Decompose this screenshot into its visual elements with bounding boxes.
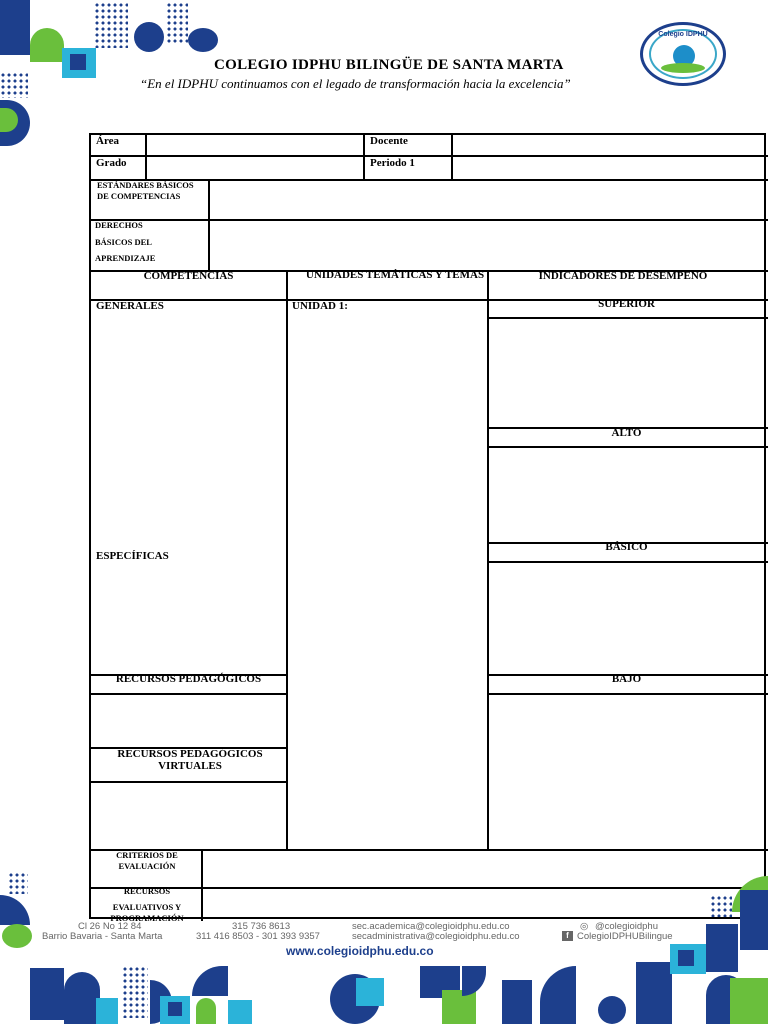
area-label: Área: [96, 135, 120, 147]
competencias-header: COMPETENCIAS: [143, 270, 234, 282]
derechos-label-2: BÁSICOS DEL: [95, 237, 152, 247]
grado-label: Grado: [96, 157, 127, 169]
facebook-icon: f: [562, 931, 573, 941]
footer-instagram[interactable]: @colegioidphu: [595, 921, 658, 932]
footer-phone-2: 311 416 8503 - 301 393 9357: [196, 931, 320, 942]
logo-text: Colegio IDPHU: [658, 31, 708, 38]
footer-email-1[interactable]: sec.academica@colegioidphu.edu.co: [352, 921, 510, 932]
recursos-virtuales-label: RECURSOS PEDAGÓGICOS VIRTUALES: [117, 748, 263, 773]
school-motto: “En el IDPHU continuamos con el legado de transformación hacia la excelencia”: [140, 76, 571, 91]
docente-label: Docente: [370, 135, 408, 147]
recursos-eval-label-1: RECURSOS: [123, 886, 171, 896]
wave-icon: [661, 63, 705, 73]
footer-address-1: Cl 26 No 12 84: [78, 921, 142, 932]
especificas-label: ESPECÍFICAS: [96, 550, 169, 562]
recursos-label: RECURSOS PEDAGÓGICOS: [115, 673, 262, 685]
instagram-icon: ◎: [580, 921, 589, 932]
school-logo: [640, 22, 726, 86]
basico-label: BÁSICO: [605, 541, 648, 553]
school-name: COLEGIO IDPHU BILINGÜE DE SANTA MARTA: [214, 57, 564, 73]
estandares-label: ESTÁNDARES BÁSICOS DE COMPETENCIAS: [97, 180, 194, 201]
footer-email-2[interactable]: secadministrativa@colegioidphu.edu.co: [352, 931, 520, 942]
alto-label: ALTO: [611, 427, 642, 439]
footer-address-2: Barrio Bavaria - Santa Marta: [42, 931, 163, 942]
bajo-label: BAJO: [611, 673, 642, 685]
footer-facebook[interactable]: ColegioIDPHUBilingue: [577, 931, 673, 942]
criterios-label: CRITERIOS DE EVALUACIÓN: [116, 850, 178, 871]
footer-website[interactable]: www.colegioidphu.edu.co: [286, 944, 434, 958]
planning-form: [89, 133, 766, 919]
footer-phone-1: 315 736 8613: [232, 921, 291, 932]
generales-label: GENERALES: [96, 300, 164, 312]
derechos-label-1: DERECHOS: [95, 220, 143, 230]
unidades-header: UNIDADES TEMÁTICAS Y TEMAS: [305, 269, 485, 281]
periodo-label: Periodo 1: [370, 157, 415, 169]
indicadores-header: INDICADORES DE DESEMPEÑO: [538, 270, 708, 282]
unidad-label: UNIDAD 1:: [292, 300, 348, 312]
derechos-label-3: APRENDIZAJE: [95, 253, 156, 263]
superior-label: SUPERIOR: [598, 298, 655, 310]
recursos-eval-label-2: EVALUATIVOS Y PROGRAMACIÓN: [110, 902, 184, 923]
